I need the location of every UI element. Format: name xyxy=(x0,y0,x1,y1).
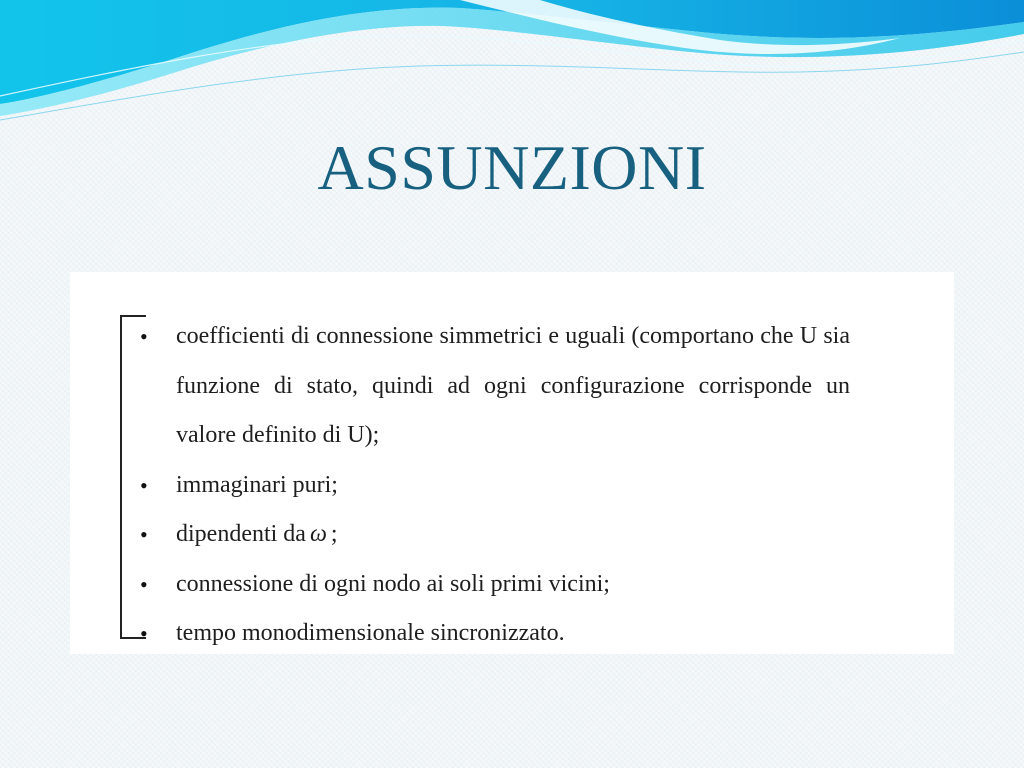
list-item-text: coefficienti di connessione simmetrici e uguali (comportano che U sia funzione di stato, quindi ad ogni configurazione corrisponde un valore definito di U); xyxy=(176,323,850,448)
bullet-icon: • xyxy=(140,324,148,349)
bullet-icon: • xyxy=(140,621,148,646)
list-item xyxy=(138,510,850,560)
list-item-suffix: ; xyxy=(330,521,338,547)
slide-title: ASSUNZIONI xyxy=(317,132,707,203)
list-item-text: immaginari puri; xyxy=(176,471,338,498)
header-wave-decoration xyxy=(0,0,1024,130)
list-item-text: dipendenti da xyxy=(176,521,306,547)
bullet-icon: • xyxy=(140,571,148,597)
assumptions-list xyxy=(138,312,850,659)
list-item-text: connessione di ogni nodo ai soli primi vicini; xyxy=(176,570,610,597)
bullet-icon: • xyxy=(140,522,148,547)
list-item-text: tempo monodimensionale sincronizzato. xyxy=(176,620,565,646)
list-item xyxy=(138,461,850,511)
omega-symbol: ω xyxy=(309,521,327,547)
content-panel xyxy=(70,272,954,654)
list-item xyxy=(138,312,850,461)
list-item xyxy=(138,609,850,659)
list-item xyxy=(138,560,850,610)
bullet-icon: • xyxy=(140,472,148,498)
